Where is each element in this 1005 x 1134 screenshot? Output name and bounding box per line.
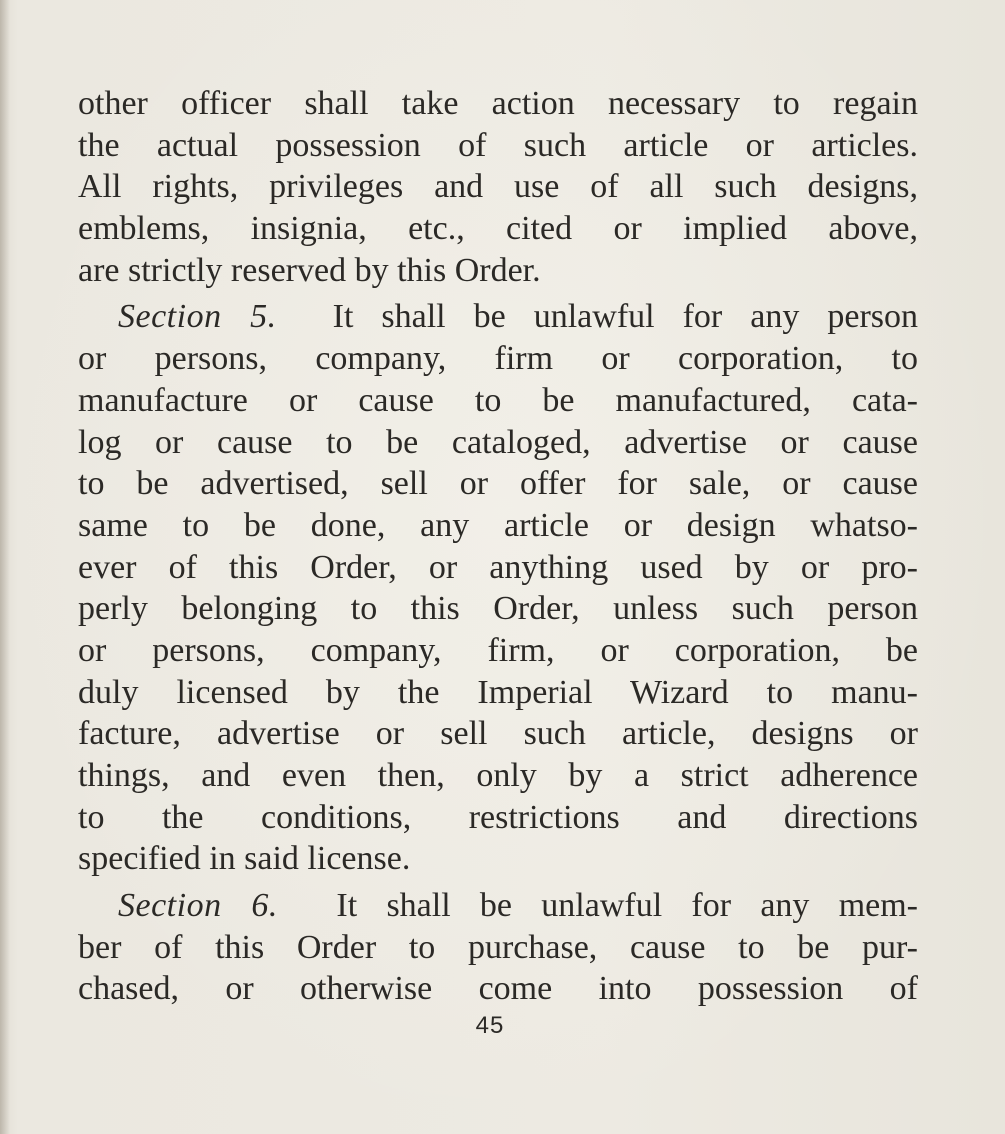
text-line: duly licensed by the Imperial Wizard to manu- (78, 673, 918, 711)
section-5-label: Section 5. (118, 298, 277, 336)
binding-shadow (0, 0, 10, 1134)
text-line: It shall be unlawful for any person (332, 298, 919, 336)
body-text (78, 83, 918, 1010)
text-line: other officer shall take action necessary to regain (78, 85, 918, 122)
text-line: manufacture or cause to be manufactured, cata- (78, 381, 918, 419)
text-line: same to be done, any article or design whatso- (78, 506, 918, 544)
text-line: things, and even then, only by a strict adherence (78, 757, 918, 794)
text-line: chased, or otherwise come into possession of (78, 970, 918, 1008)
text-line: to the conditions, restrictions and directions (78, 798, 918, 836)
text-line: ever of this Order, or anything used by or pro- (78, 548, 918, 586)
section-5-first-line (78, 296, 918, 338)
text-line: specified in said license. (78, 840, 411, 878)
text-line: emblems, insignia, etc., cited or implied above, (78, 210, 918, 248)
text-line: log or cause to be cataloged, advertise or cause (78, 423, 918, 461)
text-line: or persons, company, firm or corporation, to (78, 340, 918, 378)
text-line: to be advertised, sell or offer for sale, or cause (78, 465, 918, 503)
section-6-label: Section 6. (118, 887, 278, 925)
text-line: facture, advertise or sell such article, designs or (78, 715, 918, 753)
text-line: the actual possession of such article or articles. (78, 126, 918, 164)
section-6-first-line (78, 885, 918, 927)
text-line: ber of this Order to purchase, cause to be pur- (78, 928, 918, 966)
text-line: perly belonging to this Order, unless such person (78, 590, 918, 628)
text-line: or persons, company, firm, or corporation, be (78, 631, 918, 669)
text-line: are strictly reserved by this Order. (78, 251, 541, 289)
page-number: 45 (475, 1012, 505, 1039)
text-line: It shall be unlawful for any mem- (336, 887, 919, 925)
text-line: All rights, privileges and use of all such designs, (78, 168, 918, 206)
